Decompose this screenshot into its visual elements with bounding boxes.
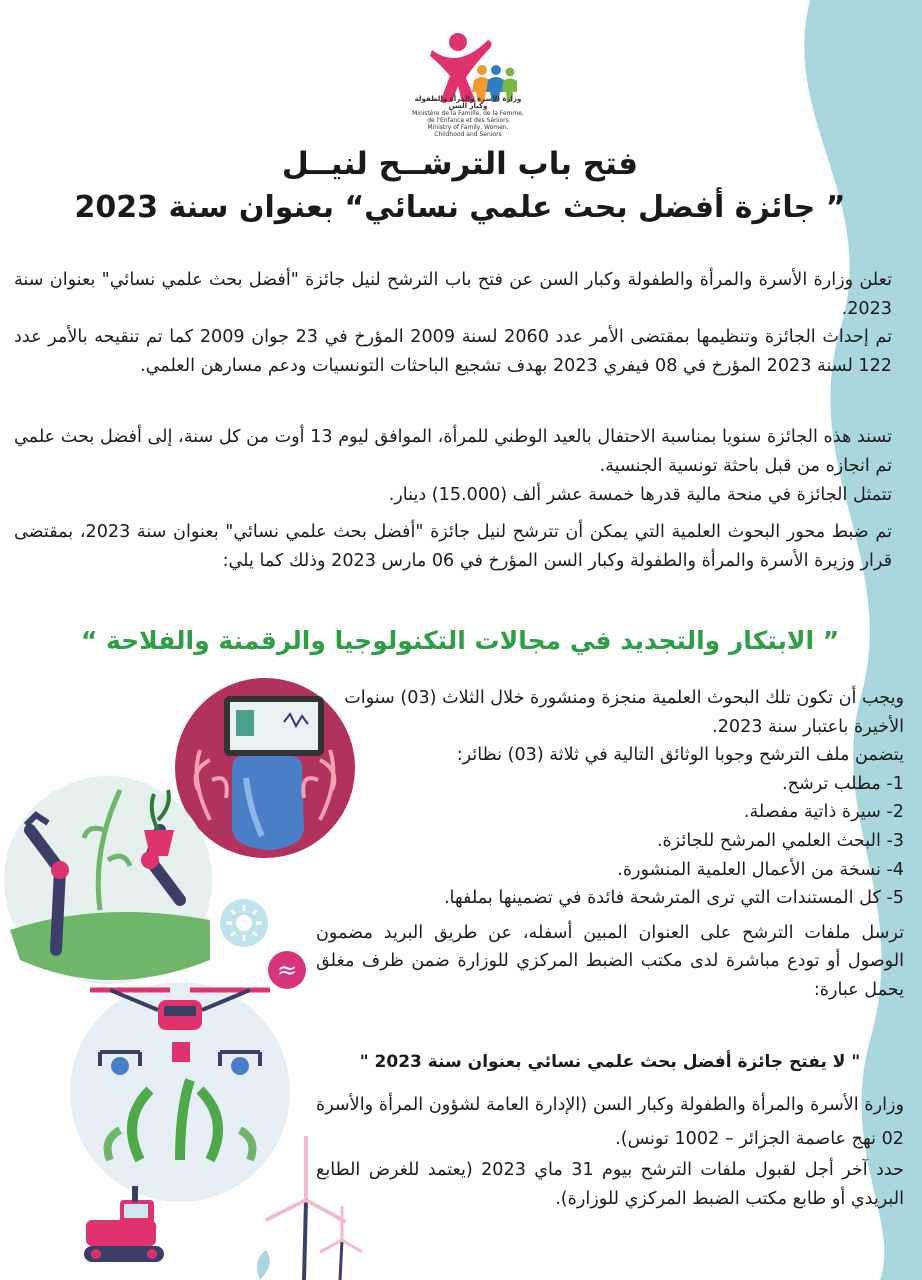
list-item: 4- نسخة من الأعمال العلمية المنشورة. [617,859,904,880]
agritech-illustration [0,660,380,1280]
ministry-address: وزارة الأسرة والمرأة والطفولة وكبار السن (الإدارة العامة لشؤون المرأة والأسرة 02 نهج عاصمة الجزائر – 1002 تونس). [316,1095,904,1149]
screen-plant-circle [175,678,355,858]
deadline-text: حدد آخر أجل لقبول ملفات الترشح بيوم 31 ماي 2023 (يعتمد للغرض الطابع البريدي أو طابع مكتب الضبط المركزي للوزارة). [316,1160,904,1209]
wind-turbines [266,1136,362,1280]
file-intro: يتضمن ملف الترشح وجوبا الوثائق التالية في ثلاثة (03) نظائر: [456,745,904,766]
robot-arm-circle [4,776,212,984]
leaf [257,1250,270,1280]
approx-icon: ≈ [268,951,306,989]
logo-text-ar: وزارة الأسرة والمرأة والطفولة وكبار السن [414,95,522,110]
list-item: 1- مطلب ترشح. [782,773,904,794]
requirements-section [316,684,904,1005]
page-title-line2: ” جائزة أفضل بحث علمي نسائي“ بعنوان سنة 2023 [74,190,846,225]
decree-paragraph: تم إحداث الجائزة وتنظيمها بمقتضى الأمر عدد 2060 لسنة 2009 المؤرخ في 23 جوان 2009 كما تم تنقيحه بالأمر عدد 122 لسنة 2023 المؤرخ في 08 فيفري 2023 بهدف تشجيع الباحثات التونسيات ودعم مسارهن العلمي. [14,327,892,376]
page-title-line1: فتح باب الترشــح لنيــل [281,146,639,182]
list-item: 5- كل المستندات التي ترى المترشحة فائدة في تضمينها بملفها. [443,888,904,909]
announcement-paragraph: تعلن وزارة الأسرة والمرأة والطفولة وكبار السن عن فتح باب الترشح لنيل جائزة "أفضل بحث علمي نسائي" بعنوان سنة 2023. [14,270,892,319]
list-item: 2- سيرة ذاتية مفصلة. [743,802,904,823]
drone-circle [70,982,290,1202]
ministry-logo-text [412,96,524,138]
award-date-paragraph: تسند هذه الجائزة سنويا بمناسبة الاحتفال بالعيد الوطني للمرأة، الموافق ليوم 13 أوت من كل سنة، إلى أفضل بحث علمي تم انجازه من قبل باحثة تونسية الجنسية. [14,427,892,476]
research-axis-paragraph: تم ضبط محور البحوث العلمية التي يمكن أن تترشح لنيل جائزة "أفضل بحث علمي نسائي" بعنوان سنة 2023، بمقتضى قرار وزيرة الأسرة والمرأة والطفولة وكبار السن المؤرخ في 06 مارس 2023 وذلك كما يلي: [14,522,892,571]
research-theme-heading: ” الابتكار والتجديد في مجالات التكنولوجيا والرقمنة والفلاحة “ [80,626,840,655]
sun-badge [220,899,268,947]
list-item: 3- البحث العلمي المرشح للجائزة. [656,830,904,851]
requirements-intro: ويجب أن تكون تلك البحوث العلمية منجزة ومنشورة خلال الثلاث (03) سنوات الأخيرة باعتبار سنة 2023. [344,688,904,737]
address-section [316,1088,904,1213]
prize-amount-paragraph: تتمثل الجائزة في منحة مالية قدرها خمسة عشر ألف (15.000) دينار. [388,485,892,505]
logo-text-fr: Ministère de la Famille, de la Femme, de l'Enfance et des Séniors [412,110,524,124]
send-instructions: ترسل ملفات الترشح على العنوان المبين أسفله، عن طريق البريد مضمون الوصول أو تودع مباشرة لدى مكتب الضبط المركزي للوزارة ضمن ظرف مغلق يحمل عبارة: [316,922,904,1000]
envelope-inscription: " لا يفتح جائزة أفضل بحث علمي نسائي بعنوان سنة 2023 " [359,1052,861,1072]
logo-text-en: Ministry of Family, Women, Childhood and Seniors [427,124,509,138]
